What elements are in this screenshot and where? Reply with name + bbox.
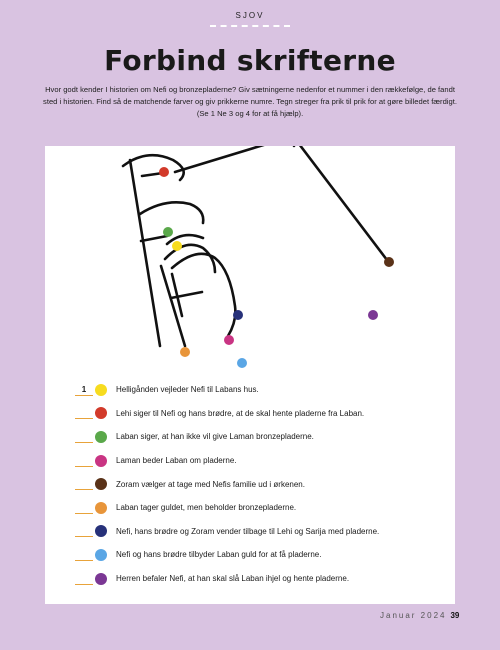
clue-item [75, 402, 445, 426]
number-blank[interactable] [75, 525, 93, 537]
number-blank[interactable] [75, 502, 93, 514]
dot-purple [368, 310, 378, 320]
dot-orange [180, 347, 190, 357]
clue-text: Laman beder Laban om pladerne. [116, 456, 237, 466]
clue-text: Nefi og hans brødre tilbyder Laban guld for at få pladerne. [116, 550, 322, 560]
color-dot [95, 525, 107, 537]
number-blank[interactable] [75, 573, 93, 585]
dot-brown [384, 257, 394, 267]
clue-text: Laban siger, at han ikke vil give Laman bronzepladerne. [116, 432, 314, 442]
clue-item [75, 425, 445, 449]
clue-item [75, 520, 445, 544]
clue-text: Herren befaler Nefi, at han skal slå Laban ihjel og hente pladerne. [116, 574, 350, 584]
color-dot [95, 431, 107, 443]
scroll-line-1-side [130, 160, 160, 346]
number-blank[interactable]: 1 [75, 384, 93, 396]
issue-month: Januar 2024 [380, 611, 447, 620]
intro-text: Hvor godt kender I historien om Nefi og bronzepladerne? Giv sætningerne nedenfor et nummer i den rækkefølge, de fandt sted i historien. Find så de matchende farver og giv prikkerne numre. Tegn streger fra prik til prik for at gøre billedet færdigt. (Se 1 Ne 3 og 4 for at få hjælp). [43, 85, 457, 118]
dot-lightblue [237, 358, 247, 368]
color-dot [95, 384, 107, 396]
dot-red [159, 167, 169, 177]
dot-yellow [172, 241, 182, 251]
color-dot [95, 573, 107, 585]
number-blank[interactable] [75, 549, 93, 561]
clue-text: Nefi, hans brødre og Zoram vender tilbage til Lehi og Sarija med pladerne. [116, 526, 380, 536]
page-title: Forbind skrifterne [104, 44, 396, 77]
dot-green [163, 227, 173, 237]
clue-text: Zoram vælger at tage med Nefis familie ud i ørkenen. [116, 479, 305, 489]
number-blank[interactable] [75, 478, 93, 490]
clue-text: Laban tager guldet, men beholder bronzepladerne. [116, 503, 297, 513]
clue-item [75, 449, 445, 473]
color-dot [95, 455, 107, 467]
number-blank[interactable] [75, 407, 93, 419]
color-dot [95, 478, 107, 490]
clue-item [75, 496, 445, 520]
number-blank[interactable] [75, 455, 93, 467]
clue-item [75, 472, 445, 496]
section-label: SJOV [235, 11, 265, 20]
scroll-line-2 [140, 202, 203, 223]
scroll-line-2-bar [141, 236, 167, 241]
color-dot [95, 549, 107, 561]
color-dot [95, 502, 107, 514]
dots [159, 167, 394, 368]
scroll-line-2-inner [167, 235, 203, 244]
dot-pink [224, 335, 234, 345]
clue-item [75, 567, 445, 591]
clue-list [75, 378, 445, 590]
clue-item [75, 543, 445, 567]
page-footer [380, 611, 459, 620]
clue-text: Helligånden vejleder Nefi til Labans hus. [116, 385, 259, 395]
color-dot [95, 407, 107, 419]
connection-line-top [175, 146, 387, 260]
activity-panel [45, 146, 455, 604]
clue-text: Lehi siger til Nefi og hans brødre, at de skal hente pladerne fra Laban. [116, 408, 365, 418]
page-number: 39 [450, 611, 460, 620]
number-blank[interactable] [75, 431, 93, 443]
dot-navy [233, 310, 243, 320]
clue-item [75, 378, 445, 402]
section-divider [210, 25, 290, 27]
